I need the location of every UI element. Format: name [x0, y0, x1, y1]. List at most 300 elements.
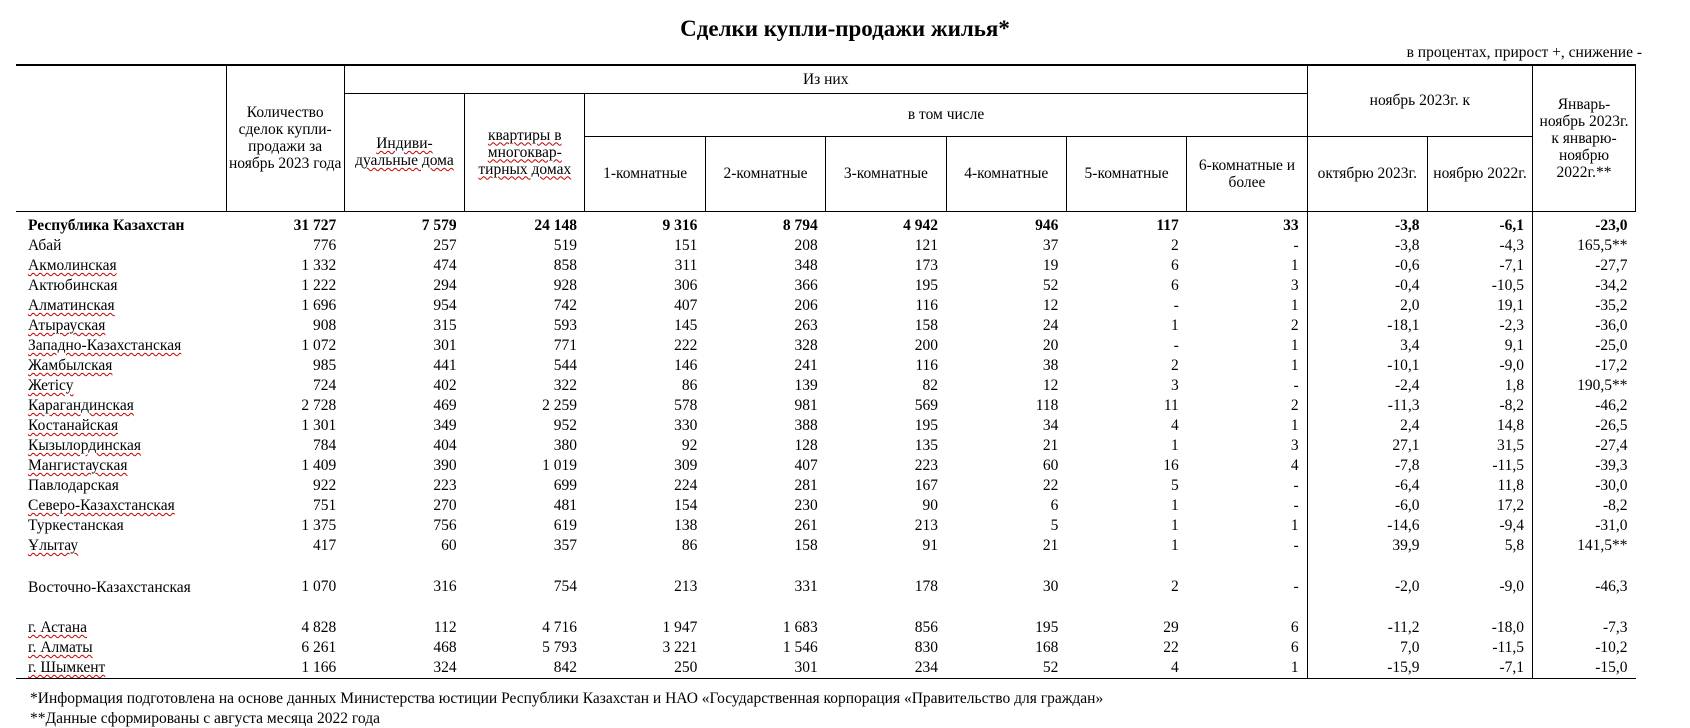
table-row [16, 296, 1636, 316]
value-cell: 168 [1035, 639, 1059, 656]
value-cell: 2,0 [1307, 296, 1427, 316]
region-cell: Актюбинская [28, 277, 118, 294]
value-cell: -30,0 [1533, 476, 1636, 496]
region-cell: Павлодарская [28, 477, 119, 494]
value-cell: -27,4 [1533, 436, 1636, 456]
region-cell: Ұлытау [28, 537, 79, 554]
vs-oct2023-header: октябрю 2023г. [1307, 136, 1427, 211]
value-cell: 2,4 [1307, 416, 1427, 436]
value-cell: 27,1 [1307, 436, 1427, 456]
table-row [16, 376, 1636, 396]
table-row [16, 236, 1636, 256]
table-row [16, 256, 1636, 276]
value-cell: 8 794 [782, 217, 818, 234]
table-row [16, 276, 1636, 296]
table-row [16, 638, 1636, 658]
value-cell: 3 [1290, 437, 1299, 454]
value-cell: - [1173, 337, 1179, 354]
value-cell: 31 727 [293, 217, 337, 234]
value-cell: 771 [553, 337, 577, 354]
region-header [16, 65, 226, 211]
value-cell: 4 716 [542, 619, 577, 636]
value-cell: 1 [1171, 437, 1179, 454]
table-row [16, 556, 1636, 618]
region-cell: Туркестанская [28, 517, 124, 534]
value-cell: -9,0 [1499, 578, 1525, 595]
value-cell: -2,0 [1307, 556, 1427, 618]
value-cell: 7,0 [1307, 638, 1427, 658]
value-cell: 128 [794, 437, 818, 454]
value-cell: 4 942 [903, 217, 939, 234]
value-cell: 270 [433, 497, 457, 514]
value-cell: -7,8 [1307, 456, 1427, 476]
value-cell: 315 [433, 317, 457, 334]
value-cell: 9,1 [1504, 337, 1525, 354]
value-cell: 1 [1290, 297, 1299, 314]
value-cell: 154 [674, 497, 698, 514]
value-cell: 190,5** [1533, 376, 1636, 396]
value-cell: -2,3 [1499, 317, 1525, 334]
value-cell: 519 [553, 237, 577, 254]
value-cell: 250 [585, 658, 705, 679]
rooms-5-header: 5-комнатные [1066, 136, 1186, 211]
value-cell: 195 [914, 277, 939, 294]
value-cell: 38 [1042, 357, 1059, 374]
value-cell: 37 [1042, 237, 1059, 254]
value-cell: 311 [674, 257, 698, 274]
value-cell: 90 [922, 497, 939, 514]
value-cell: 91 [922, 537, 939, 554]
value-cell: 200 [914, 337, 939, 354]
table-row [16, 536, 1636, 556]
value-cell: -26,5 [1533, 416, 1636, 436]
value-cell: 6 [1050, 497, 1059, 514]
value-cell: 357 [553, 537, 577, 554]
value-cell: 151 [674, 237, 698, 254]
value-cell: -6,4 [1307, 476, 1427, 496]
value-cell: 1 070 [301, 578, 337, 595]
value-cell: 145 [674, 317, 698, 334]
value-cell: 784 [313, 437, 337, 454]
value-cell: 349 [433, 417, 457, 434]
value-cell: 261 [794, 517, 818, 534]
value-cell: 5,8 [1504, 537, 1525, 554]
value-cell: 1 [1187, 658, 1307, 679]
of-them-header: Из них [344, 65, 1307, 93]
value-cell: 2 [1290, 317, 1299, 334]
value-cell: 5 [1050, 517, 1059, 534]
rooms-6plus-header: 6-комнатные и более [1187, 136, 1307, 211]
value-cell: 922 [313, 477, 337, 494]
value-cell: 222 [674, 337, 698, 354]
unit-note: в процентах, прирост +, снижение - [1406, 44, 1642, 61]
value-cell: 593 [553, 317, 577, 334]
value-cell: 1 [1171, 537, 1179, 554]
including-header: в том числе [585, 93, 1307, 136]
value-cell: 195 [914, 417, 939, 434]
table-row [16, 618, 1636, 638]
region-cell: Атырауская [28, 317, 106, 334]
value-cell: -31,0 [1533, 516, 1636, 536]
value-cell: -46,2 [1533, 396, 1636, 416]
value-cell: 4 828 [301, 619, 337, 636]
value-cell: -36,0 [1533, 316, 1636, 336]
value-cell: 407 [674, 297, 698, 314]
value-cell: 241 [794, 357, 818, 374]
value-cell: 52 [1042, 277, 1059, 294]
value-cell: 167 [914, 477, 939, 494]
value-cell: 306 [674, 277, 698, 294]
value-cell: 1 166 [226, 658, 344, 679]
value-cell: -34,2 [1533, 276, 1636, 296]
value-cell: -10,2 [1533, 638, 1636, 658]
value-cell: 328 [794, 337, 818, 354]
value-cell: 2 [1171, 578, 1179, 595]
region-cell: Абай [28, 237, 62, 254]
value-cell: 1 [1290, 257, 1299, 274]
value-cell: 116 [915, 297, 939, 314]
value-cell: 5 [1171, 477, 1179, 494]
value-cell: 223 [433, 477, 457, 494]
value-cell: 366 [794, 277, 818, 294]
value-cell: 469 [433, 397, 457, 414]
table-row [16, 416, 1636, 436]
value-cell: 6 261 [301, 639, 337, 656]
value-cell: 928 [553, 277, 577, 294]
table-row [16, 316, 1636, 336]
value-cell: 754 [553, 578, 577, 595]
table-row [16, 456, 1636, 476]
value-cell: -11,5 [1492, 457, 1525, 474]
value-cell: 1 [1290, 517, 1299, 534]
region-cell: г. Астана [28, 619, 88, 636]
value-cell: 1 019 [542, 457, 577, 474]
value-cell: 208 [794, 237, 818, 254]
value-cell: 34 [1042, 417, 1059, 434]
value-cell: 1 683 [782, 619, 818, 636]
value-cell: - [1293, 237, 1299, 254]
value-cell: -14,6 [1307, 516, 1427, 536]
value-cell: 6 [1171, 257, 1179, 274]
value-cell: - [1293, 477, 1299, 494]
value-cell: 468 [433, 639, 457, 656]
individual-houses-header: Индиви-дуальные дома [344, 93, 464, 211]
value-cell: -10,5 [1491, 277, 1525, 294]
value-cell: 946 [1035, 217, 1059, 234]
value-cell: -46,3 [1533, 556, 1636, 618]
value-cell: 985 [313, 357, 337, 374]
value-cell: 257 [433, 237, 457, 254]
table-row [16, 336, 1636, 356]
value-cell: 1 072 [301, 337, 337, 354]
value-cell: 441 [433, 357, 457, 374]
value-cell: -7,1 [1428, 658, 1533, 679]
region-cell: г. Шымкент [16, 658, 226, 679]
value-cell: 60 [1042, 457, 1059, 474]
value-cell: 380 [553, 437, 577, 454]
value-cell: -8,2 [1499, 397, 1525, 414]
value-cell: 33 [1283, 217, 1299, 234]
region-cell: Костанайская [28, 417, 119, 434]
value-cell: 213 [674, 578, 698, 595]
value-cell: 234 [826, 658, 946, 679]
value-cell: 908 [313, 317, 337, 334]
value-cell: 29 [1163, 619, 1179, 636]
value-cell: 390 [433, 457, 457, 474]
vs-nov2022-header: ноябрю 2022г. [1428, 136, 1533, 211]
value-cell: 407 [794, 457, 818, 474]
value-cell: 20 [1042, 337, 1059, 354]
value-cell: 4 [1290, 457, 1299, 474]
value-cell: 178 [914, 578, 939, 595]
region-cell: Карагандинская [28, 397, 134, 414]
region-cell: Восточно-Казахстанская [28, 578, 191, 596]
value-cell: -18,0 [1491, 619, 1525, 636]
value-cell: 6 [1171, 277, 1179, 294]
value-cell: 12 [1042, 297, 1059, 314]
value-cell: -2,4 [1307, 376, 1427, 396]
value-cell: 19,1 [1496, 297, 1525, 314]
value-cell: -23,0 [1533, 211, 1636, 236]
value-cell: 322 [553, 377, 577, 394]
value-cell: 116 [915, 357, 939, 374]
value-cell: 474 [433, 257, 457, 274]
value-cell: - [1173, 297, 1179, 314]
region-cell: Жетісу [28, 377, 74, 394]
value-cell: 756 [433, 517, 457, 534]
value-cell: -9,4 [1499, 517, 1525, 534]
region-cell: Северо-Казахстанская [28, 497, 175, 514]
value-cell: -11,3 [1307, 396, 1427, 416]
page-title: Сделки купли-продажи жилья* [680, 16, 1010, 41]
value-cell: 86 [681, 537, 698, 554]
rooms-3-header: 3-комнатные [826, 136, 946, 211]
value-cell: 158 [794, 537, 818, 554]
value-cell: 5 793 [542, 639, 577, 656]
value-cell: 1 301 [301, 417, 337, 434]
value-cell: 118 [1035, 397, 1059, 414]
value-cell: -15,0 [1533, 658, 1636, 679]
value-cell: 1 222 [301, 277, 337, 294]
value-cell: 206 [794, 297, 818, 314]
value-cell: -39,3 [1533, 456, 1636, 476]
value-cell: 1 [1290, 337, 1299, 354]
value-cell: 952 [553, 417, 577, 434]
value-cell: 309 [674, 457, 698, 474]
value-cell: -17,2 [1533, 356, 1636, 376]
value-cell: -4,3 [1499, 237, 1525, 254]
region-cell: Республика Казахстан [28, 217, 185, 234]
value-cell: 141,5** [1533, 536, 1636, 556]
value-cell: 21 [1042, 537, 1059, 554]
value-cell: 39,9 [1307, 536, 1427, 556]
value-cell: 1 [1290, 417, 1299, 434]
value-cell: 2 [1290, 397, 1299, 414]
value-cell: 263 [794, 317, 818, 334]
value-cell: -11,5 [1492, 639, 1525, 656]
value-cell: 4 [1171, 417, 1179, 434]
value-cell: 330 [674, 417, 698, 434]
value-cell: 31,5 [1496, 437, 1525, 454]
value-cell: 7 579 [421, 217, 457, 234]
value-cell: 14,8 [1496, 417, 1525, 434]
value-cell: 19 [1042, 257, 1059, 274]
value-cell: -18,1 [1307, 316, 1427, 336]
value-cell: -3,8 [1307, 236, 1427, 256]
value-cell: - [1293, 537, 1299, 554]
region-cell: Мангистауская [28, 457, 128, 474]
value-cell: 2 [1171, 237, 1179, 254]
value-cell: -0,6 [1307, 256, 1427, 276]
value-cell: - [1293, 377, 1299, 394]
value-cell: 139 [794, 377, 818, 394]
value-cell: 324 [344, 658, 464, 679]
value-cell: 224 [674, 477, 698, 494]
value-cell: 619 [553, 517, 577, 534]
value-cell: 3 [1290, 277, 1299, 294]
value-cell: 331 [794, 578, 818, 595]
value-cell: 1 [1171, 317, 1179, 334]
value-cell: 1 332 [301, 257, 337, 274]
value-cell: 158 [914, 317, 939, 334]
value-cell: 388 [794, 417, 818, 434]
value-cell: 481 [553, 497, 577, 514]
value-cell: 316 [433, 578, 457, 595]
value-cell: 22 [1042, 477, 1059, 494]
value-cell: 1 [1171, 497, 1179, 514]
table-row [16, 436, 1636, 456]
region-cell: Алматинская [28, 297, 115, 314]
value-cell: 742 [553, 297, 577, 314]
value-cell: 2 728 [301, 397, 337, 414]
value-cell: 402 [433, 377, 457, 394]
value-cell: 301 [433, 337, 457, 354]
value-cell: 294 [433, 277, 457, 294]
value-cell: 21 [1042, 437, 1059, 454]
value-cell: 135 [914, 437, 939, 454]
value-cell: -7,3 [1533, 618, 1636, 638]
region-cell: Западно-Казахстанская [28, 337, 182, 354]
rooms-1-header: 1-комнатные [585, 136, 705, 211]
value-cell: 544 [553, 357, 577, 374]
value-cell: 223 [914, 457, 939, 474]
value-cell: 1 [1171, 517, 1179, 534]
value-cell: 16 [1163, 457, 1179, 474]
value-cell: 569 [914, 397, 939, 414]
value-cell: 856 [914, 619, 939, 636]
value-cell: 24 148 [534, 217, 577, 234]
table-row [16, 476, 1636, 496]
value-cell: 404 [433, 437, 457, 454]
value-cell: 954 [433, 297, 457, 314]
value-cell: 92 [681, 437, 698, 454]
value-cell: 213 [914, 517, 939, 534]
footnote-1: *Информация подготовлена на основе данных Министерства юстиции Республики Казахстан и НАО «Государственная корпорация «Правительство для граждан» [30, 690, 1104, 707]
value-cell: 2 [1171, 357, 1179, 374]
value-cell: 165,5** [1533, 236, 1636, 256]
value-cell: -11,2 [1307, 618, 1427, 638]
value-cell: -27,7 [1533, 256, 1636, 276]
rooms-4-header: 4-комнатные [946, 136, 1066, 211]
value-cell: -6,0 [1307, 496, 1427, 516]
value-cell: 1 [1290, 357, 1299, 374]
value-cell: 981 [794, 397, 818, 414]
value-cell: 1 546 [782, 639, 818, 656]
table-row [16, 356, 1636, 376]
region-cell: Жамбылская [28, 357, 113, 374]
value-cell: 348 [794, 257, 818, 274]
value-cell: -7,1 [1499, 257, 1525, 274]
value-cell: 1 409 [301, 457, 337, 474]
table-row [16, 658, 1636, 679]
value-cell: 112 [433, 619, 457, 636]
value-cell: 3,4 [1307, 336, 1427, 356]
value-cell: 195 [1035, 619, 1059, 636]
value-cell: 82 [922, 377, 939, 394]
value-cell: 146 [674, 357, 698, 374]
value-cell: 1 696 [301, 297, 337, 314]
value-cell: 3 221 [662, 639, 698, 656]
value-cell: 173 [914, 257, 939, 274]
value-cell: - [1293, 578, 1299, 595]
value-cell: 3 [1171, 377, 1179, 394]
region-cell: г. Алматы [28, 639, 93, 656]
apartments-header: квартиры в многоквар-тирных домах [465, 93, 585, 211]
value-cell: 230 [794, 497, 818, 514]
table-row [16, 516, 1636, 536]
jan-nov-header: Январь-ноябрь 2023г. к январю-ноябрю 2022г.** [1533, 65, 1636, 211]
table-row [16, 496, 1636, 516]
value-cell: 11 [1163, 397, 1179, 414]
region-cell: Акмолинская [28, 257, 117, 274]
value-cell: -3,8 [1307, 211, 1427, 236]
value-cell: -8,2 [1533, 496, 1636, 516]
value-cell: 699 [553, 477, 577, 494]
value-cell: 842 [465, 658, 585, 679]
value-cell: -15,9 [1307, 658, 1427, 679]
value-cell: -10,1 [1307, 356, 1427, 376]
rooms-2-header: 2-комнатные [705, 136, 825, 211]
value-cell: 9 316 [662, 217, 698, 234]
table-row [16, 396, 1636, 416]
value-cell: 17,2 [1496, 497, 1525, 514]
value-cell: 858 [553, 257, 577, 274]
footnote-2: **Данные сформированы с августа месяца 2022 года [30, 710, 380, 727]
value-cell: 6 [1290, 619, 1299, 636]
value-cell: 281 [794, 477, 818, 494]
value-cell: 776 [313, 237, 337, 254]
value-cell: 578 [674, 397, 698, 414]
value-cell: 11,8 [1497, 477, 1525, 494]
total-row [16, 211, 1636, 236]
value-cell: 751 [313, 497, 337, 514]
value-cell: -6,1 [1499, 217, 1525, 234]
value-cell: 60 [441, 537, 457, 554]
nov2023-vs-header: ноябрь 2023г. к [1307, 65, 1532, 136]
value-cell: 121 [914, 237, 939, 254]
value-cell: 4 [1066, 658, 1186, 679]
value-cell: 86 [681, 377, 698, 394]
value-cell: 22 [1163, 639, 1179, 656]
housing-deals-table [16, 64, 1636, 679]
value-cell: 1 375 [301, 517, 337, 534]
value-cell: 138 [674, 517, 698, 534]
value-cell: 24 [1042, 317, 1059, 334]
value-cell: 52 [946, 658, 1066, 679]
value-cell: 12 [1042, 377, 1059, 394]
value-cell: 830 [914, 639, 939, 656]
value-cell: - [1293, 497, 1299, 514]
